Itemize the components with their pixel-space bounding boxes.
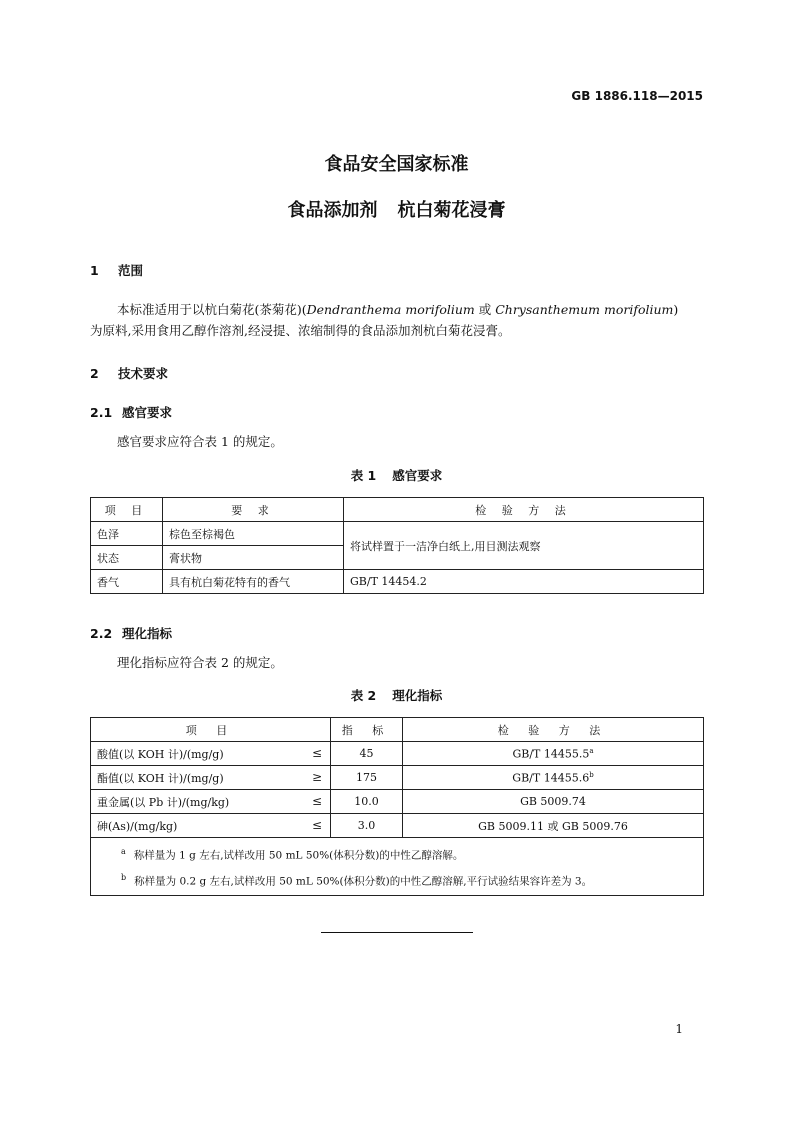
footnote-b [121,867,697,893]
row-method [403,742,704,766]
relation-symbol: ≥ [311,770,322,784]
section-title: 感官要求 [122,405,173,420]
standard-code: GB 1886.118—2015 [571,89,703,103]
item-label: 酸值(以 KOH 计)/(mg/g) [97,747,224,761]
row-method: GB 5009.74 [403,790,704,814]
subtitle-part1: 食品添加剂 [287,200,378,221]
header-method: 检 验 方 法 [403,718,704,742]
scope-paragraph-line2: 为原料,采用食用乙醇作溶剂,经浸提、浓缩制得的食品添加剂杭白菊花浸膏。 [90,323,511,338]
sensory-table [90,497,704,594]
header-item: 项 目 [91,498,163,522]
table-notes-row [91,838,704,896]
table-header-row [91,718,704,742]
relation-symbol: ≤ [311,794,322,808]
table-row [91,522,704,546]
row-method [403,766,704,790]
row-item: 香气 [91,570,163,594]
row-value: 175 [331,766,403,790]
table-row [91,742,704,766]
header-item: 项 目 [91,718,331,742]
footnote-mark: b [589,770,594,779]
table-notes [91,838,704,896]
row-item: 色泽 [91,522,163,546]
table-header-row [91,498,704,522]
latin-name-2: Chrysanthemum morifolium [495,302,674,317]
physchem-table [90,717,704,896]
page-number: 1 [675,1022,683,1036]
item-label: 砷(As)/(mg/kg) [97,819,178,833]
physchem-intro: 理化指标应符合表 2 的规定。 [117,655,283,670]
row-item [91,766,331,790]
scope-or: 或 [474,302,496,317]
scope-close-paren: ) [673,302,679,317]
table-row [91,814,704,838]
row-requirement: 棕色至棕褐色 [163,522,344,546]
footnote-mark: a [589,746,594,755]
table-row [91,570,704,594]
table-2-caption [0,686,793,704]
section-title: 技术要求 [118,366,169,381]
table-1-caption [0,466,793,484]
sensory-intro: 感官要求应符合表 1 的规定。 [117,434,283,449]
footnote-a [121,841,697,867]
method-text: GB/T 14455.6 [512,771,590,785]
row-requirement: 具有杭白菊花特有的香气 [163,570,344,594]
section-2-2-heading [90,624,172,642]
footnote-mark: a [121,847,126,856]
item-label: 重金属(以 Pb 计)/(mg/kg) [97,795,230,809]
header-requirement: 要 求 [163,498,344,522]
document-subtitle [0,196,793,222]
table-row [91,790,704,814]
row-method: 将试样置于一洁净白纸上,用目测法观察 [344,522,704,570]
row-requirement: 膏状物 [163,546,344,570]
row-value: 45 [331,742,403,766]
row-item [91,790,331,814]
subtitle-part2: 杭白菊花浸膏 [397,200,506,221]
section-title: 范围 [118,263,144,278]
document-title: 食品安全国家标准 [324,154,469,175]
section-2-heading [90,364,168,382]
row-method: GB/T 14454.2 [344,570,704,594]
row-value: 3.0 [331,814,403,838]
item-label: 酯值(以 KOH 计)/(mg/g) [97,771,224,785]
header-value: 指 标 [331,718,403,742]
section-2-1-heading [90,403,172,421]
table-title: 感官要求 [392,468,443,483]
row-method: GB 5009.11 或 GB 5009.76 [403,814,704,838]
scope-text: 本标准适用于以杭白菊花(茶菊花)( [117,302,307,317]
table-row [91,766,704,790]
section-1-heading [90,261,143,279]
footnote-text: 称样量为 1 g 左右,试样改用 50 mL 50%(体积分数)的中性乙醇溶解。 [133,849,464,862]
table-title: 理化指标 [392,688,443,703]
section-number: 2 [90,366,99,381]
row-item [91,814,331,838]
method-text: GB/T 14455.5 [512,747,590,761]
section-title: 理化指标 [122,626,173,641]
row-item: 状态 [91,546,163,570]
relation-symbol: ≤ [311,818,322,832]
section-number: 2.2 [90,626,113,641]
footnote-text: 称样量为 0.2 g 左右,试样改用 50 mL 50%(体积分数)的中性乙醇溶解,平行试验结果容许差为 3。 [134,875,593,887]
row-value: 10.0 [331,790,403,814]
relation-symbol: ≤ [311,746,322,760]
latin-name-1: Dendranthema morifolium [306,302,475,317]
header-method: 检 验 方 法 [344,498,704,522]
section-number: 2.1 [90,405,113,420]
section-number: 1 [90,263,99,278]
table-number: 表 1 [350,468,377,483]
footnote-mark: b [121,872,127,882]
end-rule [321,932,473,933]
table-number: 表 2 [350,688,377,703]
row-item [91,742,331,766]
